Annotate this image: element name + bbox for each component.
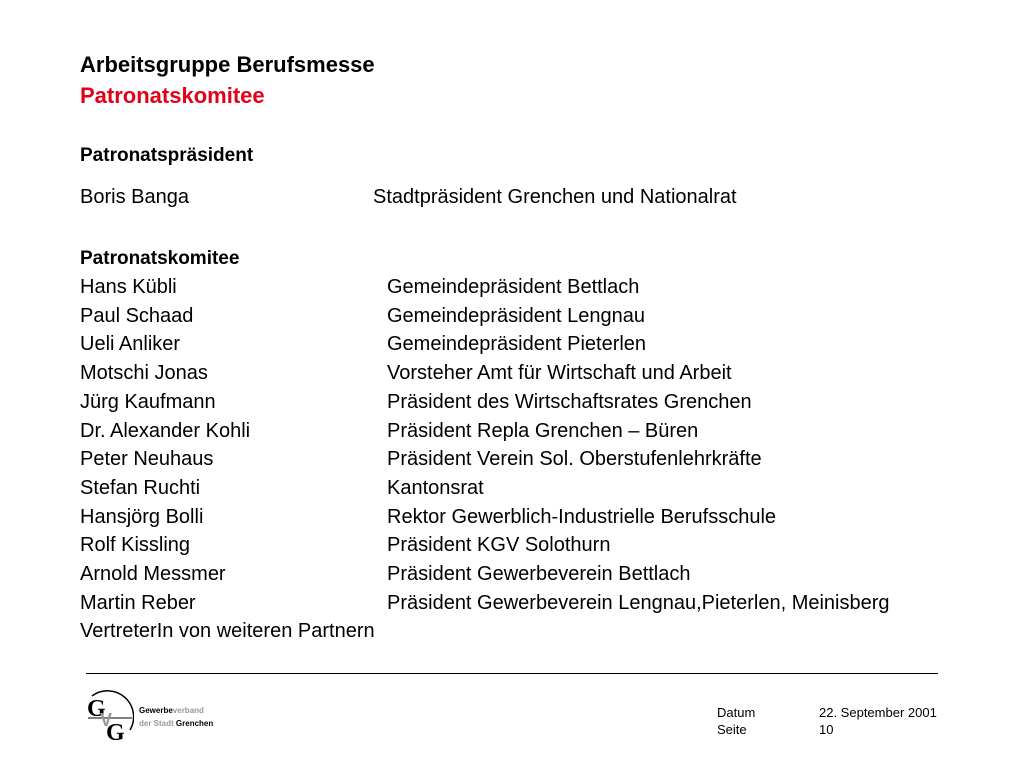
member-role: Präsident des Wirtschaftsrates Grenchen [387, 390, 752, 413]
president-heading: Patronatspräsident [80, 145, 254, 166]
date-value: 22. September 2001 [819, 705, 937, 720]
member-name: Paul Schaad [80, 304, 194, 327]
member-name: Dr. Alexander Kohli [80, 419, 251, 442]
page-number: 10 [819, 722, 834, 737]
logo-line-1: Gewerbeverband [139, 706, 204, 715]
member-role: Präsident KGV Solothurn [387, 534, 611, 557]
svg-text:V: V [100, 710, 113, 730]
date-label: Datum [717, 705, 756, 720]
member-role: Präsident Verein Sol. Oberstufenlehrkräfte [387, 448, 762, 471]
gewerbeverband-logo [84, 690, 234, 746]
member-role: Präsident Gewerbeverein Bettlach [387, 563, 691, 585]
member-name: Arnold Messmer [80, 563, 226, 585]
member-role: Vorsteher Amt für Wirtschaft und Arbeit [387, 362, 732, 385]
member-role: Präsident Repla Grenchen – Büren [387, 419, 699, 442]
member-name: Rolf Kissling [80, 534, 191, 557]
member-name: Jürg Kaufmann [80, 390, 216, 413]
member-name: Martin Reber [80, 591, 196, 614]
committee-heading: Patronatskomitee [80, 248, 240, 269]
footer-divider [86, 673, 938, 674]
gvg-logo-mark-icon [84, 690, 134, 746]
svg-text:G: G [87, 696, 106, 722]
member-name: Ueli Anliker [80, 333, 181, 356]
member-role: Präsident Gewerbeverein Lengnau,Pieterlen, Meinisberg [387, 591, 890, 614]
member-name: Stefan Ruchti [80, 476, 201, 499]
member-name: Motschi Jonas [80, 362, 208, 385]
slide-title: Arbeitsgruppe Berufsmesse [80, 52, 375, 77]
member-name: Hansjörg Bolli [80, 505, 204, 528]
member-role: Gemeindepräsident Lengnau [387, 304, 645, 327]
president-role: Stadtpräsident Grenchen und Nationalrat [373, 186, 737, 208]
member-role: Gemeindepräsident Pieterlen [387, 333, 647, 356]
member-role: Kantonsrat [387, 476, 484, 499]
member-name: Hans Kübli [80, 276, 177, 298]
member-name: Peter Neuhaus [80, 448, 214, 471]
svg-text:G: G [106, 720, 125, 746]
member-role: Rektor Gewerblich-Industrielle Berufsschule [387, 505, 777, 528]
president-name: Boris Banga [80, 186, 189, 208]
page-label: Seite [717, 722, 747, 737]
member-role: Gemeindepräsident Bettlach [387, 276, 640, 298]
slide-subtitle: Patronatskomitee [80, 83, 265, 108]
partners-text: VertreterIn von weiteren Partnern [80, 620, 375, 642]
logo-line-2: der Stadt Grenchen [139, 719, 214, 728]
